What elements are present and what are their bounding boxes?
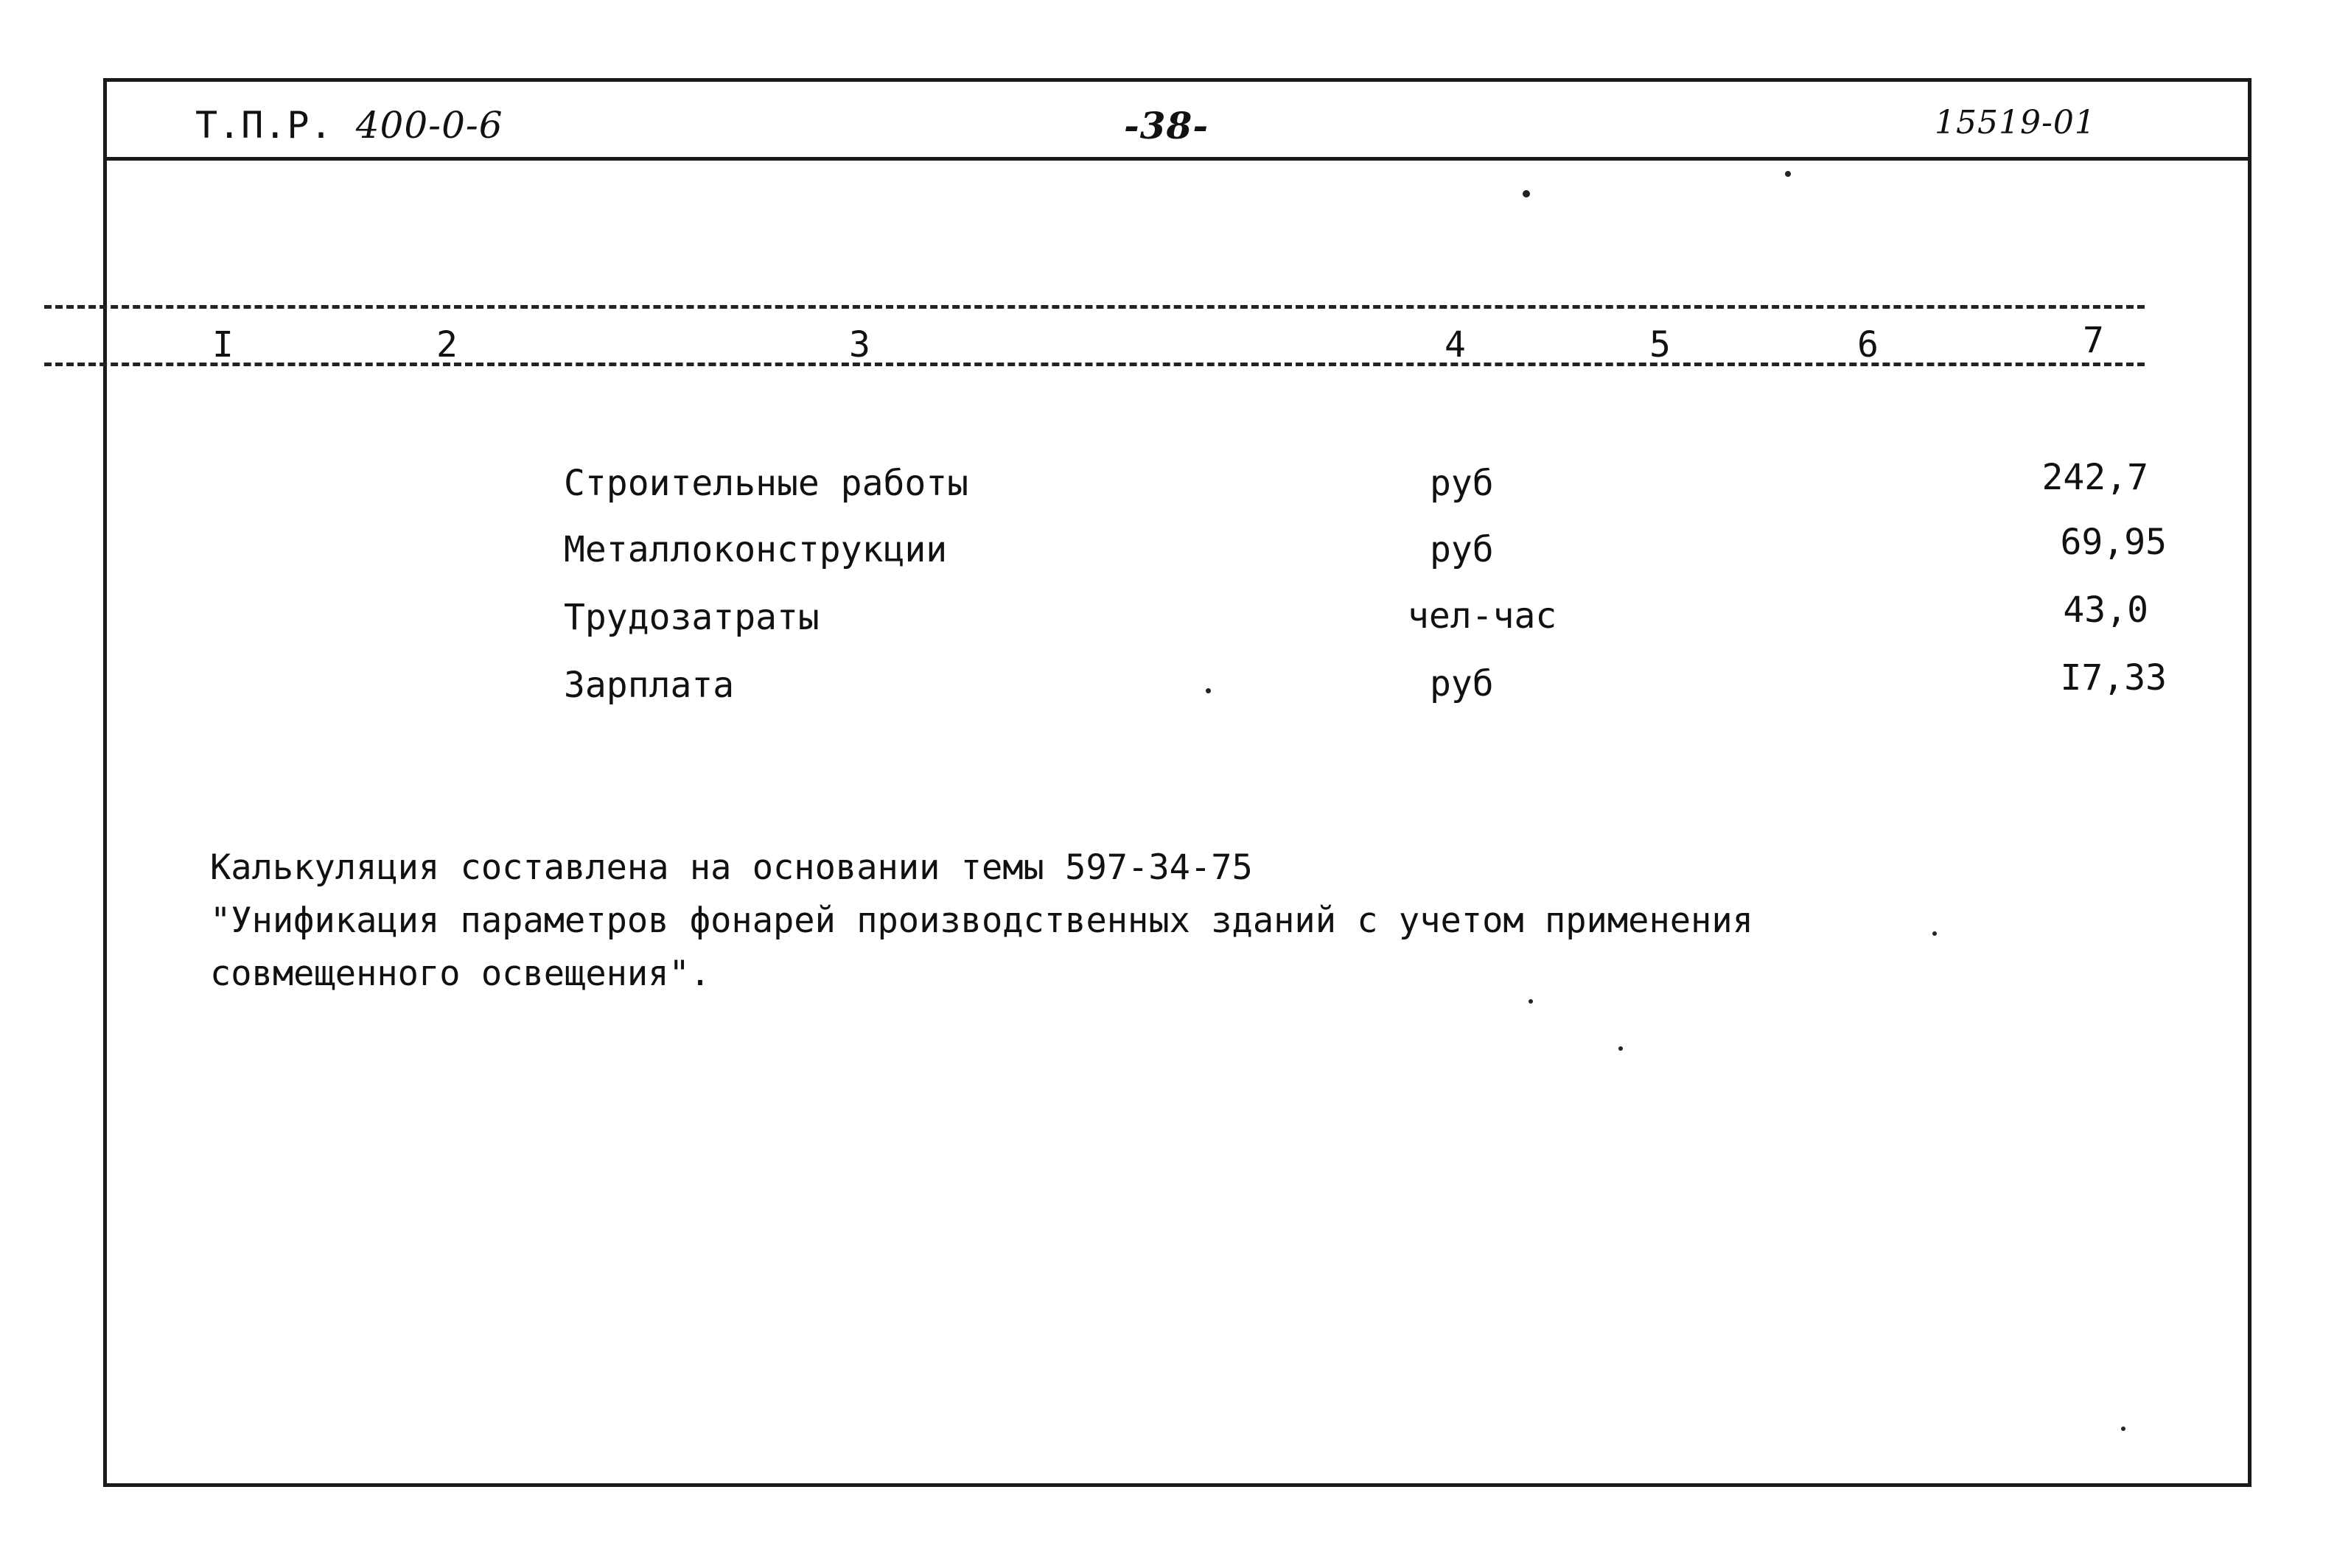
series-number: 400-0-6 (355, 104, 503, 147)
table-bottom-dashed-rule (44, 363, 2145, 366)
row-unit: руб (1430, 529, 1494, 570)
row-label: Трудозатраты (564, 597, 820, 638)
series-label (195, 104, 503, 147)
row-unit: руб (1430, 463, 1494, 504)
doc-code: 15519-01 (1935, 104, 2096, 141)
note-line-2: "Унификация параметров фонарей производственных зданий с учетом применения (210, 900, 1753, 941)
row-value: 43,0 (2063, 589, 2148, 631)
note-line-3: совмещенного освещения". (210, 953, 711, 994)
row-label: Зарплата (564, 665, 735, 706)
column-number: I (212, 324, 234, 365)
scan-speck (1523, 190, 1530, 197)
note-line-1: Калькуляция составлена на основании темы 597-34-75 (210, 847, 1253, 888)
scan-speck (1618, 1046, 1623, 1051)
column-number: 2 (436, 324, 458, 365)
row-value: 69,95 (2060, 522, 2167, 563)
row-value: 242,7 (2041, 457, 2148, 498)
row-unit: руб (1430, 663, 1494, 704)
scan-speck (1206, 688, 1211, 693)
row-unit: чел-час (1408, 595, 1557, 637)
row-label: Металлоконструкции (564, 529, 948, 570)
page-frame (103, 78, 2252, 1487)
scan-speck (2121, 1427, 2125, 1431)
calculation-note (210, 841, 1753, 1001)
column-number: 3 (849, 324, 870, 365)
scan-speck (1529, 999, 1533, 1004)
column-number: 6 (1857, 324, 1879, 365)
page-number: -38- (1124, 104, 1209, 147)
series-prefix: Т.П.Р. (195, 104, 333, 147)
column-number: 4 (1445, 324, 1466, 365)
table-top-dashed-rule (44, 305, 2145, 309)
column-number: 7 (2083, 320, 2104, 361)
scan-speck (1785, 171, 1791, 177)
row-value: I7,33 (2060, 657, 2167, 699)
column-number: 5 (1649, 324, 1671, 365)
header-divider (107, 157, 2248, 161)
row-label: Строительные работы (564, 463, 969, 504)
scan-speck (1932, 931, 1937, 936)
